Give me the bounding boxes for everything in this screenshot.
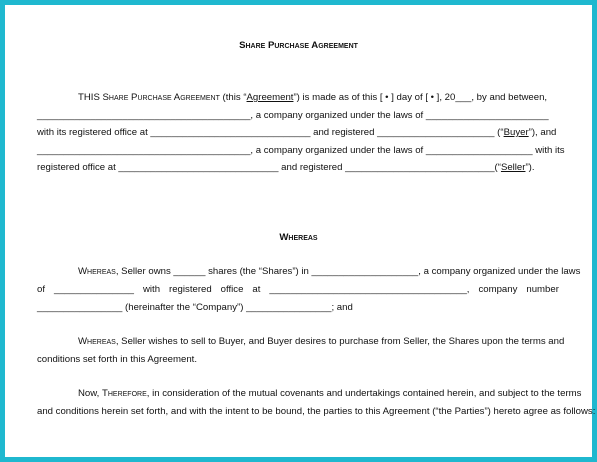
text-span: , Seller owns ______ shares (the “Shares”) in ____________________, a company organized under the laws (115, 266, 581, 277)
defined-term-seller: Seller (500, 162, 526, 173)
text-span: , in consideration of the mutual covenants and undertakings contained herein, and subject to the terms (146, 388, 582, 399)
recital-keyword: Whereas (78, 336, 116, 347)
defined-term-agreement: Agreement (246, 92, 294, 103)
agreement-name: Share Purchase Agreement (102, 92, 220, 103)
agreement-clause-line-1 (78, 388, 581, 400)
word: _______________ (53, 284, 135, 295)
word: registered (169, 284, 212, 295)
text-span: ”) is made as of this [ • ] day of [ • ], 20___, by and between, (293, 92, 548, 103)
recital-keyword: Whereas (78, 266, 116, 277)
document-page (13, 13, 584, 449)
text-span: THIS (78, 92, 103, 103)
word: of (37, 284, 46, 295)
word: company (478, 284, 518, 295)
whereas-heading: Whereas (279, 232, 318, 243)
defined-term-buyer: Buyer (503, 127, 529, 138)
recital-2-line-2: conditions set forth in this Agreement. (37, 354, 197, 365)
text-span: (this “ (219, 92, 247, 103)
preamble-line-4: ________________________________________, a company organized under the laws of ____________________ with its (37, 145, 565, 156)
recital-1-line-3: ________________ (hereinafter the “Company”) ________________; and (37, 302, 353, 313)
recital-2-line-1 (78, 336, 564, 348)
text-span: ”), and (528, 127, 557, 138)
text-span: , Seller wishes to sell to Buyer, and Buyer desires to purchase from Seller, the Shares upon the terms and (115, 336, 565, 347)
text-span: registered office at ______________________________ and registered ____________________________(“ (37, 162, 501, 173)
document-title: Share Purchase Agreement (239, 40, 358, 51)
text-span: with its registered office at ______________________________ and registered ______________________ (“ (37, 127, 504, 138)
preamble-line-3 (37, 127, 556, 139)
preamble-line-1 (78, 92, 547, 104)
clause-keyword: Therefore (102, 388, 147, 399)
agreement-clause-line-2: and conditions herein set forth, and with the intent to be bound, the parties to this Agreement (“the Parties”) hereto agree as follows: (37, 406, 596, 417)
preamble-line-2: ________________________________________, a company organized under the laws of _______________________ (37, 110, 549, 121)
word: number (526, 284, 559, 295)
word: _____________________________________, (269, 284, 470, 295)
recital-1-line-1 (78, 266, 580, 278)
text-span: Now, (78, 388, 102, 399)
word: with (143, 284, 161, 295)
word: office (220, 284, 244, 295)
word: at (252, 284, 261, 295)
recital-1-line-2 (37, 284, 559, 296)
text-span: ”). (525, 162, 535, 173)
preamble-line-5 (37, 162, 535, 174)
